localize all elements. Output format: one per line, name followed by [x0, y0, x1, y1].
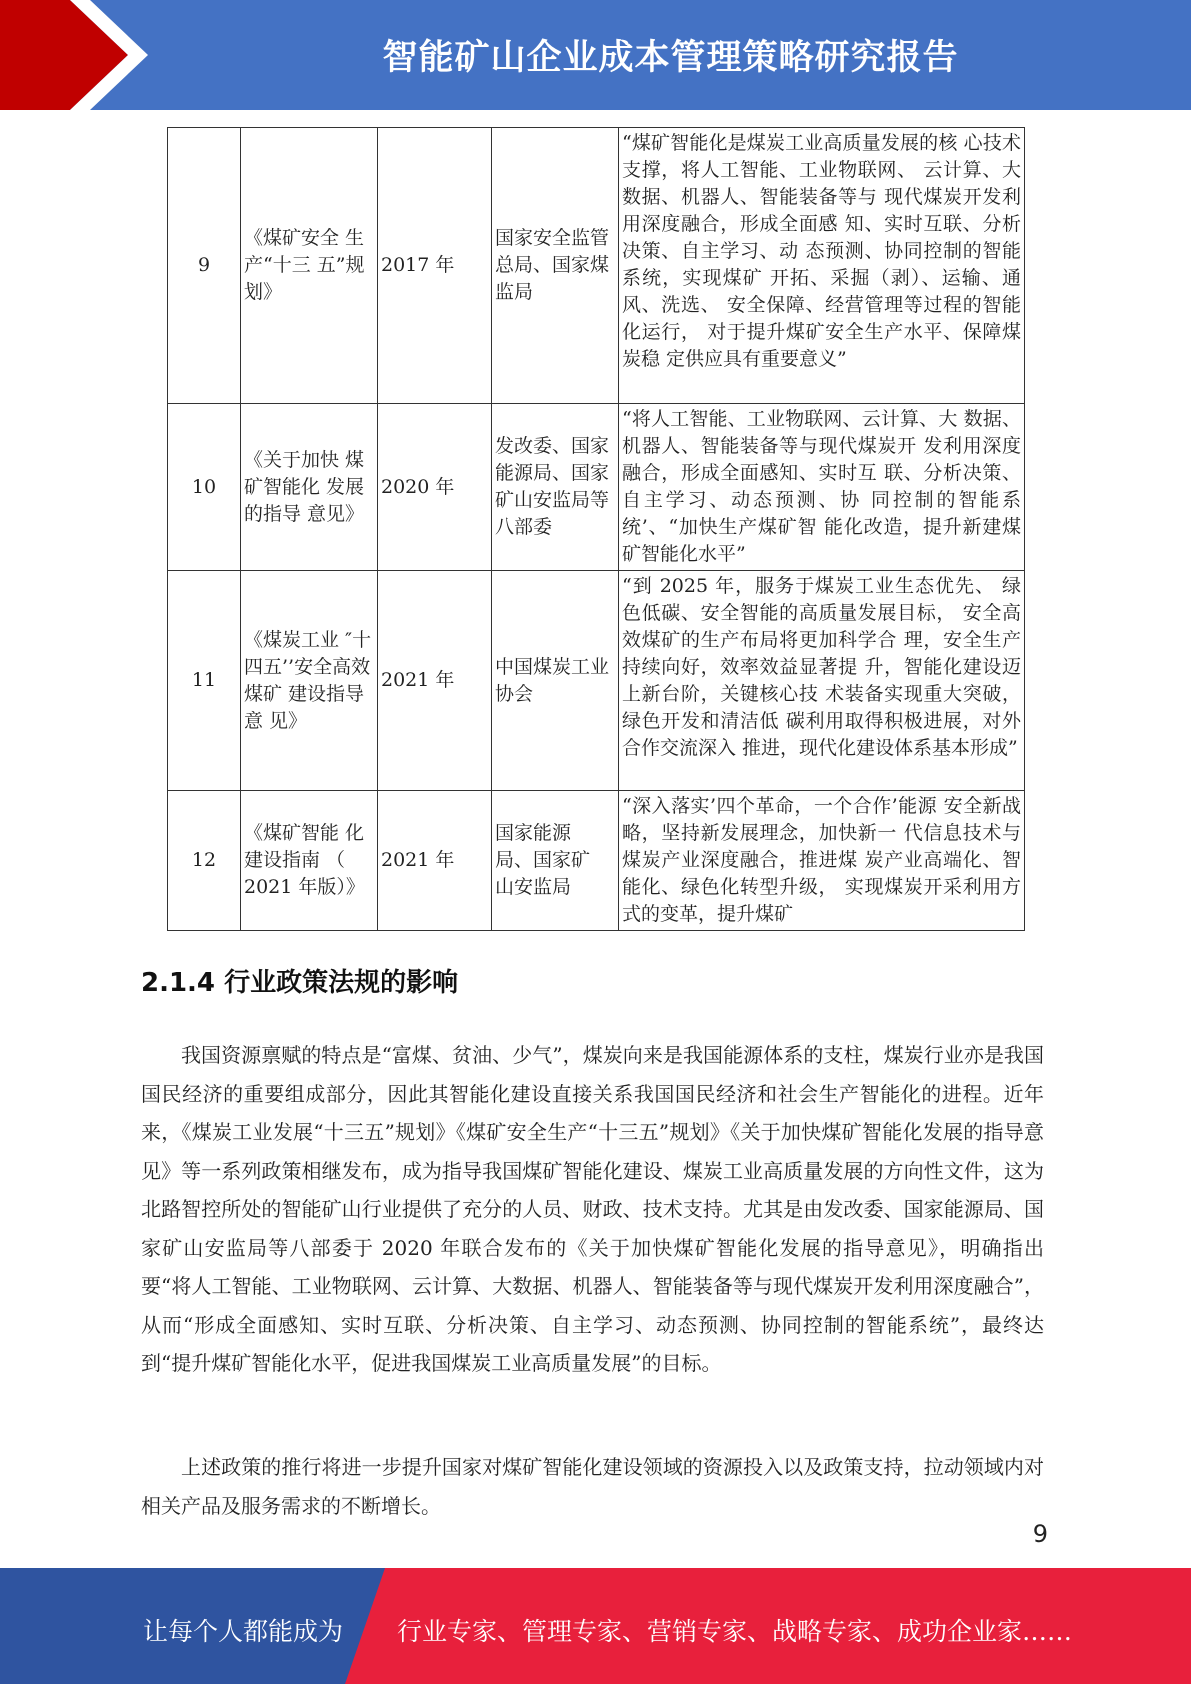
report-title: 智能矿山企业成本管理策略研究报告: [382, 38, 959, 78]
table-row: [168, 571, 1025, 791]
policy-year: 2017 年: [378, 128, 492, 404]
policy-name: 《关于加快 煤矿智能化 发展的指导 意见》: [241, 404, 378, 571]
policy-year: 2020 年: [378, 404, 492, 571]
policy-issuer: 中国煤炭工业协会: [492, 571, 619, 791]
page-header: [0, 0, 1191, 110]
policy-name: 《煤炭工业 ″十四五’’安全高效煤矿 建设指导意 见》: [241, 571, 378, 791]
policy-issuer: 国家安全监管总局、国家煤监局: [492, 128, 619, 404]
footer-slogan-right: 行业专家、管理专家、营销专家、战略专家、成功企业家……: [397, 1617, 1073, 1646]
policy-year: 2021 年: [378, 791, 492, 931]
policy-issuer: 国家能源 局、国家矿 山安监局: [492, 791, 619, 931]
policy-content: “深入落实’四个革命，一个合作’能源 安全新战略，坚持新发展理念，加快新一 代信息技术与煤炭产业深度融合，推进煤 炭产业高端化、智能化、绿色化转型升级， 实现煤炭开采利用方式的变革，提升煤矿: [619, 791, 1025, 931]
policy-content: “到 2025 年，服务于煤炭工业生态优先、 绿色低碳、安全智能的高质量发展目标， 安全高效煤矿的生产布局将更加科学合 理，安全生产持续向好，效率效益显著提 升，智能化建设迈上新台阶，关键核心技 术装备实现重大突破，绿色开发和清洁低 碳利用取得积极进展，对外合作交流深入 推进，现代化建设体系基本形成”: [619, 571, 1025, 791]
body-paragraph: 上述政策的推行将进一步提升国家对煤矿智能化建设领域的资源投入以及政策支持，拉动领域内对相关产品及服务需求的不断增长。: [141, 1455, 1044, 1518]
row-number: 11: [168, 571, 241, 791]
table-row: [168, 404, 1025, 571]
row-number: 10: [168, 404, 241, 571]
footer-slogan-left: 让每个人都能成为: [143, 1617, 344, 1646]
policy-table: [167, 127, 1025, 931]
row-number: 12: [168, 791, 241, 931]
policy-issuer: 发改委、国家能源局、国家矿山安监局等八部委: [492, 404, 619, 571]
policy-content: “将人工智能、工业物联网、云计算、大 数据、机器人、智能装备等与现代煤炭开 发利用深度融合，形成全面感知、实时互 联、分析决策、自主学习、动态预测、协 同控制的智能系统’、“加快生产煤矿智 能化改造，提升新建煤矿智能化水平”: [619, 404, 1025, 571]
page-number: 9: [1032, 1520, 1048, 1548]
policy-year: 2021 年: [378, 571, 492, 791]
body-paragraph: 我国资源禀赋的特点是“富煤、贫油、少气”，煤炭向来是我国能源体系的支柱，煤炭行业亦是我国国民经济的重要组成部分，因此其智能化建设直接关系我国国民经济和社会生产智能化的进程。近年来，《煤炭工业发展“十三五”规划》《煤矿安全生产“十三五”规划》《关于加快煤矿智能化发展的指导意见》等一系列政策相继发布，成为指导我国煤矿智能化建设、煤炭工业高质量发展的方向性文件，这为北路智控所处的智能矿山行业提供了充分的人员、财政、技术支持。尤其是由发改委、国家能源局、国家矿山安监局等八部委于 2020 年联合发布的《关于加快煤矿智能化发展的指导意见》，明确指出要“将人工智能、工业物联网、云计算、大数据、机器人、智能装备等与现代煤炭开发利用深度融合”，从而“形成全面感知、实时互联、分析决策、自主学习、动态预测、协同控制的智能系统”，最终达到“提升煤矿智能化水平，促进我国煤炭工业高质量发展”的目标。: [141, 1043, 1044, 1375]
policy-name: 《煤矿安全 生产“十三 五”规划》: [241, 128, 378, 404]
table-row: [168, 791, 1025, 931]
row-number: 9: [168, 128, 241, 404]
policy-content: “煤矿智能化是煤炭工业高质量发展的核 心技术支撑，将人工智能、工业物联网、 云计算、大数据、机器人、智能装备等与 现代煤炭开发利用深度融合，形成全面感 知、实时互联、分析决策、自主学习、动 态预测、协同控制的智能系统，实现煤矿 开拓、采掘（剥）、运输、通风、洗选、 安全保障、经营管理等过程的智能化运行， 对于提升煤矿安全生产水平、保障煤炭稳 定供应具有重要意义”: [619, 128, 1025, 404]
page-footer: [0, 1568, 1191, 1684]
table-row: [168, 128, 1025, 404]
section-heading: 2.1.4 行业政策法规的影响: [141, 968, 459, 998]
policy-name: 《煤矿智能 化建设指南 （ 2021 年版）》: [241, 791, 378, 931]
